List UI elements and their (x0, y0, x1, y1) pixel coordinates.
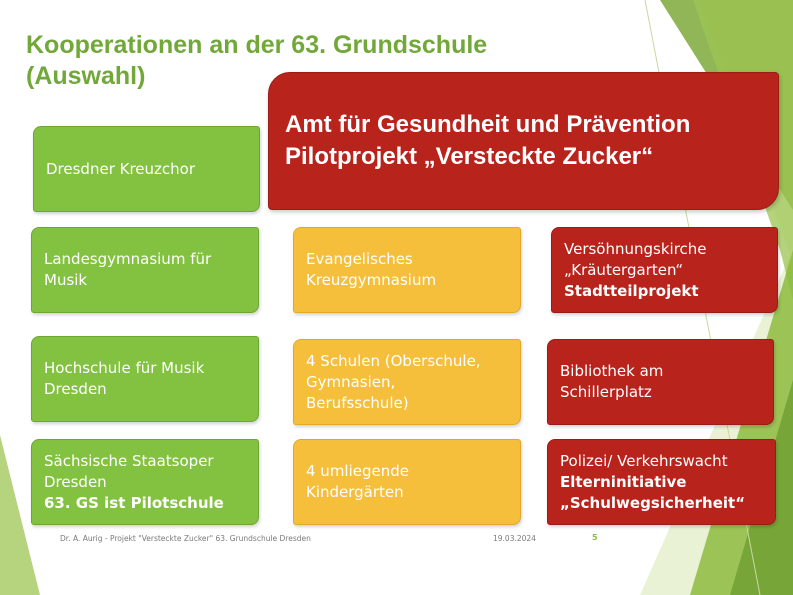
box-text: Sächsische Staatsoper (44, 451, 214, 470)
box-polizei (547, 439, 776, 525)
box-text: Hochschule für Musik (44, 359, 205, 377)
box-text: 4 umliegende (306, 462, 410, 480)
page-number: 5 (592, 533, 598, 542)
box-text: Musik (44, 271, 88, 289)
box-dresdner-kreuzchor (33, 126, 260, 212)
box-text: Dresden (44, 380, 107, 398)
box-text: Landesgymnasium für (44, 250, 212, 268)
box-text: Evangelisches (306, 250, 413, 268)
box-kreuzgymnasium (293, 227, 521, 313)
box-text: Gymnasien, (306, 372, 396, 391)
box-text: Polizei/ Verkehrswacht (560, 451, 728, 470)
box-text: Versöhnungskirche (564, 239, 707, 258)
box-text: Dresdner Kreuzchor (46, 159, 196, 178)
footer-author: Dr. A. Aurig - Projekt "Versteckte Zucker" 63. Grundschule Dresden (60, 534, 311, 543)
highlight-line-2: Pilotprojekt „Versteckte Zucker“ (285, 143, 654, 170)
box-kindergaerten (293, 439, 521, 525)
box-text: „Kräutergarten“ (564, 260, 684, 279)
box-text: 4 Schulen (Oberschule, (306, 351, 481, 370)
box-bibliothek (547, 339, 774, 425)
highlight-line-1: Amt für Gesundheit und Prävention (285, 111, 691, 138)
box-text: Schillerplatz (560, 383, 652, 401)
box-text-bold: 63. GS ist Pilotschule (44, 493, 224, 512)
footer-date: 19.03.2024 (493, 534, 536, 543)
box-text: Dresden (44, 472, 107, 491)
title-line-2: (Auswahl) (26, 62, 146, 90)
box-versoehnungskirche (551, 227, 778, 313)
box-text: Kreuzgymnasium (306, 271, 437, 289)
box-text: Berufsschule) (306, 393, 409, 412)
box-text-bold: Elterninitiative (560, 472, 687, 491)
box-text-bold: „Schulwegsicherheit“ (560, 493, 746, 512)
highlight-box (268, 72, 779, 210)
title-line-1: Kooperationen an der 63. Grundschule (26, 31, 488, 59)
box-staatsoper (31, 439, 259, 525)
box-landesgymnasium (31, 227, 259, 313)
box-4-schulen (293, 339, 521, 425)
box-hochschule-musik (31, 336, 259, 422)
box-text: Bibliothek am (560, 362, 664, 380)
box-text-bold: Stadtteilprojekt (564, 281, 699, 300)
box-text: Kindergärten (306, 483, 404, 501)
